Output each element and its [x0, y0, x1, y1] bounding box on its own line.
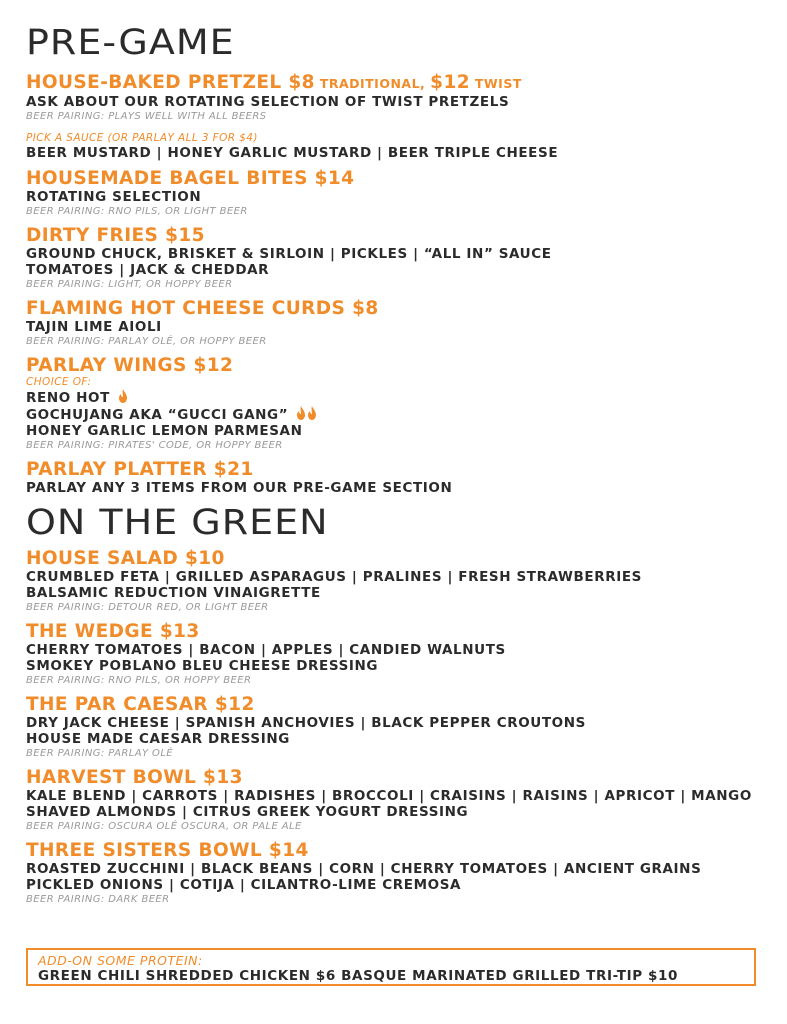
- menu-item-wedge: [26, 621, 766, 687]
- item-title: PARLAY WINGS $12: [26, 355, 234, 376]
- protein-addon-box: [26, 948, 756, 986]
- beer-pairing: BEER PAIRING: DETOUR RED, OR LIGHT BEER: [26, 602, 269, 613]
- beer-pairing: BEER PAIRING: LIGHT, OR HOPPY BEER: [26, 279, 233, 290]
- menu-item-parlay-platter: [26, 459, 766, 496]
- beer-pairing: BEER PAIRING: RNO PILS, OR LIGHT BEER: [26, 206, 248, 217]
- menu-item-house-salad: [26, 548, 766, 614]
- menu-item-parlay-wings: [26, 355, 766, 452]
- item-description: ROASTED ZUCCHINI | BLACK BEANS | CORN | CHERRY TOMATOES | ANCIENT GRAINS: [26, 861, 702, 877]
- item-title: PARLAY PLATTER $21: [26, 459, 254, 480]
- item-description: TOMATOES | JACK & CHEDDAR: [26, 262, 270, 278]
- beer-pairing: BEER PAIRING: PIRATES' CODE, OR HOPPY BEER: [26, 440, 283, 451]
- item-title: [26, 72, 766, 94]
- flame-icon: [307, 406, 317, 420]
- item-title: THE WEDGE $13: [26, 621, 200, 642]
- item-title: HARVEST BOWL $13: [26, 767, 243, 788]
- item-option: TRADITIONAL,: [314, 76, 431, 91]
- item-title: HOUSEMADE BAGEL BITES $14: [26, 168, 355, 189]
- wing-option: [26, 406, 766, 423]
- item-description: SHAVED ALMONDS | CITRUS GREEK YOGURT DRESSING: [26, 804, 469, 820]
- wing-option-label: RENO HOT: [26, 390, 110, 406]
- item-description: PICKLED ONIONS | COTIJA | CILANTRO-LIME CREMOSA: [26, 877, 462, 893]
- addon-label: ADD-ON SOME PROTEIN:: [38, 953, 203, 968]
- choice-label: CHOICE OF:: [26, 376, 92, 388]
- beer-pairing: BEER PAIRING: PLAYS WELL WITH ALL BEERS: [26, 111, 267, 122]
- item-description: BALSAMIC REDUCTION VINAIGRETTE: [26, 585, 321, 601]
- item-title: DIRTY FRIES $15: [26, 225, 205, 246]
- item-price: $12: [430, 72, 470, 93]
- item-description: HOUSE MADE CAESAR DRESSING: [26, 731, 290, 747]
- item-description: DRY JACK CHEESE | SPANISH ANCHOVIES | BLACK PEPPER CROUTONS: [26, 715, 586, 731]
- wing-option-label: GOCHUJANG AKA “GUCCI GANG”: [26, 407, 289, 423]
- menu-item-dirty-fries: [26, 225, 766, 291]
- item-description: ROTATING SELECTION: [26, 189, 202, 205]
- beer-pairing: BEER PAIRING: RNO PILS, OR HOPPY BEER: [26, 675, 252, 686]
- item-description: KALE BLEND | CARROTS | RADISHES | BROCCOLI | CRAISINS | RAISINS | APRICOT | MANGO: [26, 788, 752, 804]
- menu-item-three-sisters-bowl: [26, 840, 766, 906]
- flame-icon: [296, 406, 306, 420]
- beer-pairing: BEER PAIRING: DARK BEER: [26, 894, 170, 905]
- addon-items: GREEN CHILI SHREDDED CHICKEN $6 BASQUE MARINATED GRILLED TRI-TIP $10: [38, 968, 678, 984]
- section-title-green: ON THE GREEN: [26, 502, 329, 543]
- item-description: TAJIN LIME AIOLI: [26, 319, 162, 335]
- section-title-pregame: PRE-GAME: [26, 22, 235, 63]
- item-description: CHERRY TOMATOES | BACON | APPLES | CANDIED WALNUTS: [26, 642, 506, 658]
- item-title: THE PAR CAESAR $12: [26, 694, 255, 715]
- menu-item-par-caesar: [26, 694, 766, 760]
- wing-option: HONEY GARLIC LEMON PARMESAN: [26, 423, 303, 439]
- menu-item-pretzel: [26, 72, 766, 161]
- beer-pairing: BEER PAIRING: PARLAY OLÉ, OR HOPPY BEER: [26, 336, 267, 347]
- item-name-price: HOUSE-BAKED PRETZEL $8: [26, 72, 315, 93]
- menu: [26, 22, 766, 906]
- item-description: GROUND CHUCK, BRISKET & SIRLOIN | PICKLES | “ALL IN” SAUCE: [26, 246, 552, 262]
- flame-icon: [118, 389, 128, 403]
- item-title: THREE SISTERS BOWL $14: [26, 840, 309, 861]
- menu-item-cheese-curds: [26, 298, 766, 348]
- item-title: HOUSE SALAD $10: [26, 548, 225, 569]
- item-description: CRUMBLED FETA | GRILLED ASPARAGUS | PRALINES | FRESH STRAWBERRIES: [26, 569, 642, 585]
- beer-pairing: BEER PAIRING: OSCURA OLÉ OSCURA, OR PALE ALE: [26, 821, 302, 832]
- item-description: PARLAY ANY 3 ITEMS FROM OUR PRE-GAME SECTION: [26, 480, 453, 496]
- beer-pairing: BEER PAIRING: PARLAY OLÉ: [26, 748, 174, 759]
- item-description: SMOKEY POBLANO BLEU CHEESE DRESSING: [26, 658, 379, 674]
- menu-item-bagel-bites: [26, 168, 766, 218]
- menu-item-harvest-bowl: [26, 767, 766, 833]
- item-title: FLAMING HOT CHEESE CURDS $8: [26, 298, 379, 319]
- wing-option: [26, 389, 766, 406]
- item-option: TWIST: [470, 76, 522, 91]
- sauce-list: BEER MUSTARD | HONEY GARLIC MUSTARD | BEER TRIPLE CHEESE: [26, 145, 559, 161]
- item-description: ASK ABOUT OUR ROTATING SELECTION OF TWIST PRETZELS: [26, 94, 510, 110]
- sauce-note: PICK A SAUCE (OR PARLAY ALL 3 FOR $4): [26, 132, 258, 144]
